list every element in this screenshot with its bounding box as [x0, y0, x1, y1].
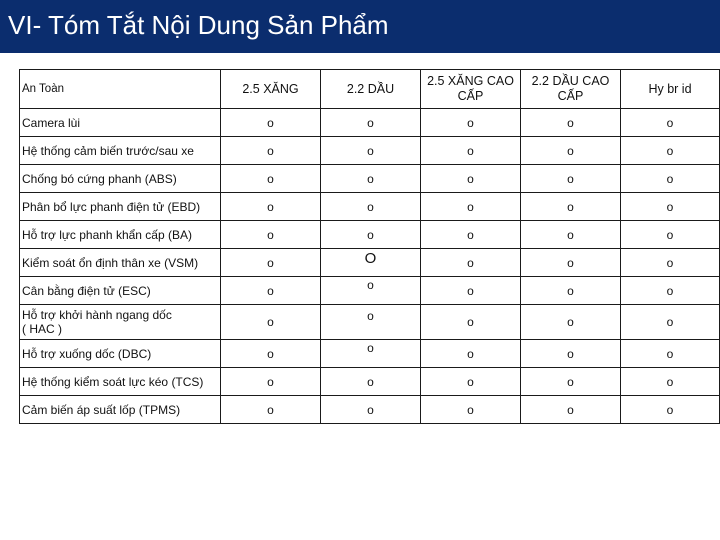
value-cell: o	[521, 109, 621, 137]
feature-cell: Phân bổ lực phanh điện tử (EBD)	[20, 193, 221, 221]
value-mark: o	[367, 309, 374, 323]
feature-cell: Hỗ trợ xuống dốc (DBC)	[20, 340, 221, 368]
value-mark: O	[364, 250, 377, 267]
value-mark: o	[367, 340, 374, 355]
table-row	[20, 193, 720, 221]
value-cell: o	[421, 193, 521, 221]
value-cell: o	[621, 277, 720, 305]
feature-cell: Chống bó cứng phanh (ABS)	[20, 165, 221, 193]
value-cell: o	[421, 221, 521, 249]
value-cell: o	[621, 137, 720, 165]
value-cell: o	[321, 396, 421, 424]
title-bar	[0, 0, 720, 53]
value-cell: o	[621, 249, 720, 277]
feature-cell: Kiểm soát ổn định thân xe (VSM)	[20, 249, 221, 277]
table-row	[20, 277, 720, 305]
value-cell: o	[521, 368, 621, 396]
value-cell: o	[321, 165, 421, 193]
value-cell: o	[621, 193, 720, 221]
table-row	[20, 305, 720, 340]
value-cell: o	[221, 396, 321, 424]
value-cell: o	[521, 165, 621, 193]
value-cell: o	[621, 221, 720, 249]
value-cell: o	[521, 137, 621, 165]
value-cell: o	[221, 340, 321, 368]
value-cell: o	[221, 249, 321, 277]
value-cell: o	[421, 305, 521, 340]
value-cell: o	[221, 165, 321, 193]
value-cell: o	[221, 137, 321, 165]
value-cell: o	[521, 305, 621, 340]
value-cell: o	[221, 221, 321, 249]
table-row	[20, 137, 720, 165]
value-cell: o	[421, 109, 521, 137]
table-row	[20, 221, 720, 249]
value-cell: o	[321, 193, 421, 221]
value-cell: o	[321, 109, 421, 137]
table-row	[20, 340, 720, 368]
feature-cell: Hỗ trợ lực phanh khẩn cấp (BA)	[20, 221, 221, 249]
safety-spec-table	[19, 69, 720, 424]
value-cell: o	[521, 221, 621, 249]
value-cell: o	[521, 277, 621, 305]
feature-cell: Cân bằng điện tử (ESC)	[20, 277, 221, 305]
table-header-row	[20, 70, 720, 109]
value-cell: o	[421, 368, 521, 396]
value-cell: o	[621, 165, 720, 193]
table-row	[20, 165, 720, 193]
value-cell: o	[421, 340, 521, 368]
feature-cell: Hệ thống kiểm soát lực kéo (TCS)	[20, 368, 221, 396]
value-cell: o	[221, 109, 321, 137]
slide-title: VI- Tóm Tắt Nội Dung Sản Phẩm	[8, 10, 389, 40]
value-cell: o	[421, 249, 521, 277]
table-row	[20, 396, 720, 424]
value-cell: o	[421, 137, 521, 165]
feature-cell: Hệ thống cảm biến trước/sau xe	[20, 137, 221, 165]
table-row	[20, 368, 720, 396]
value-cell: o	[221, 368, 321, 396]
value-cell: o	[321, 137, 421, 165]
value-cell: o	[621, 109, 720, 137]
value-cell: o	[421, 277, 521, 305]
value-cell: o	[321, 221, 421, 249]
value-cell: o	[421, 165, 521, 193]
value-cell: o	[521, 340, 621, 368]
feature-cell: Camera lùi	[20, 109, 221, 137]
value-cell: o	[421, 396, 521, 424]
value-cell: o	[321, 368, 421, 396]
value-cell: o	[221, 305, 321, 340]
value-cell: o	[521, 193, 621, 221]
value-cell: o	[521, 396, 621, 424]
table-row	[20, 249, 720, 277]
value-mark: o	[367, 277, 374, 292]
value-cell: o	[621, 396, 720, 424]
header-cell: 2.5 XĂNG CAO CẤP	[421, 70, 521, 109]
header-cell: 2.2 DẦU CAO CẤP	[521, 70, 621, 109]
value-cell: o	[221, 193, 321, 221]
value-cell: o	[621, 368, 720, 396]
value-cell: o	[521, 249, 621, 277]
table-row	[20, 109, 720, 137]
feature-cell: Hỗ trợ khởi hành ngang dốc ( HAC )	[20, 305, 221, 340]
header-cell: Hy br id	[621, 70, 720, 109]
value-cell: o	[621, 305, 720, 340]
feature-cell: Cảm biến áp suất lốp (TPMS)	[20, 396, 221, 424]
value-cell: o	[221, 277, 321, 305]
value-cell: o	[621, 340, 720, 368]
header-cell: An Toàn	[20, 70, 221, 109]
header-cell: 2.2 DẦU	[321, 70, 421, 109]
header-cell: 2.5 XĂNG	[221, 70, 321, 109]
